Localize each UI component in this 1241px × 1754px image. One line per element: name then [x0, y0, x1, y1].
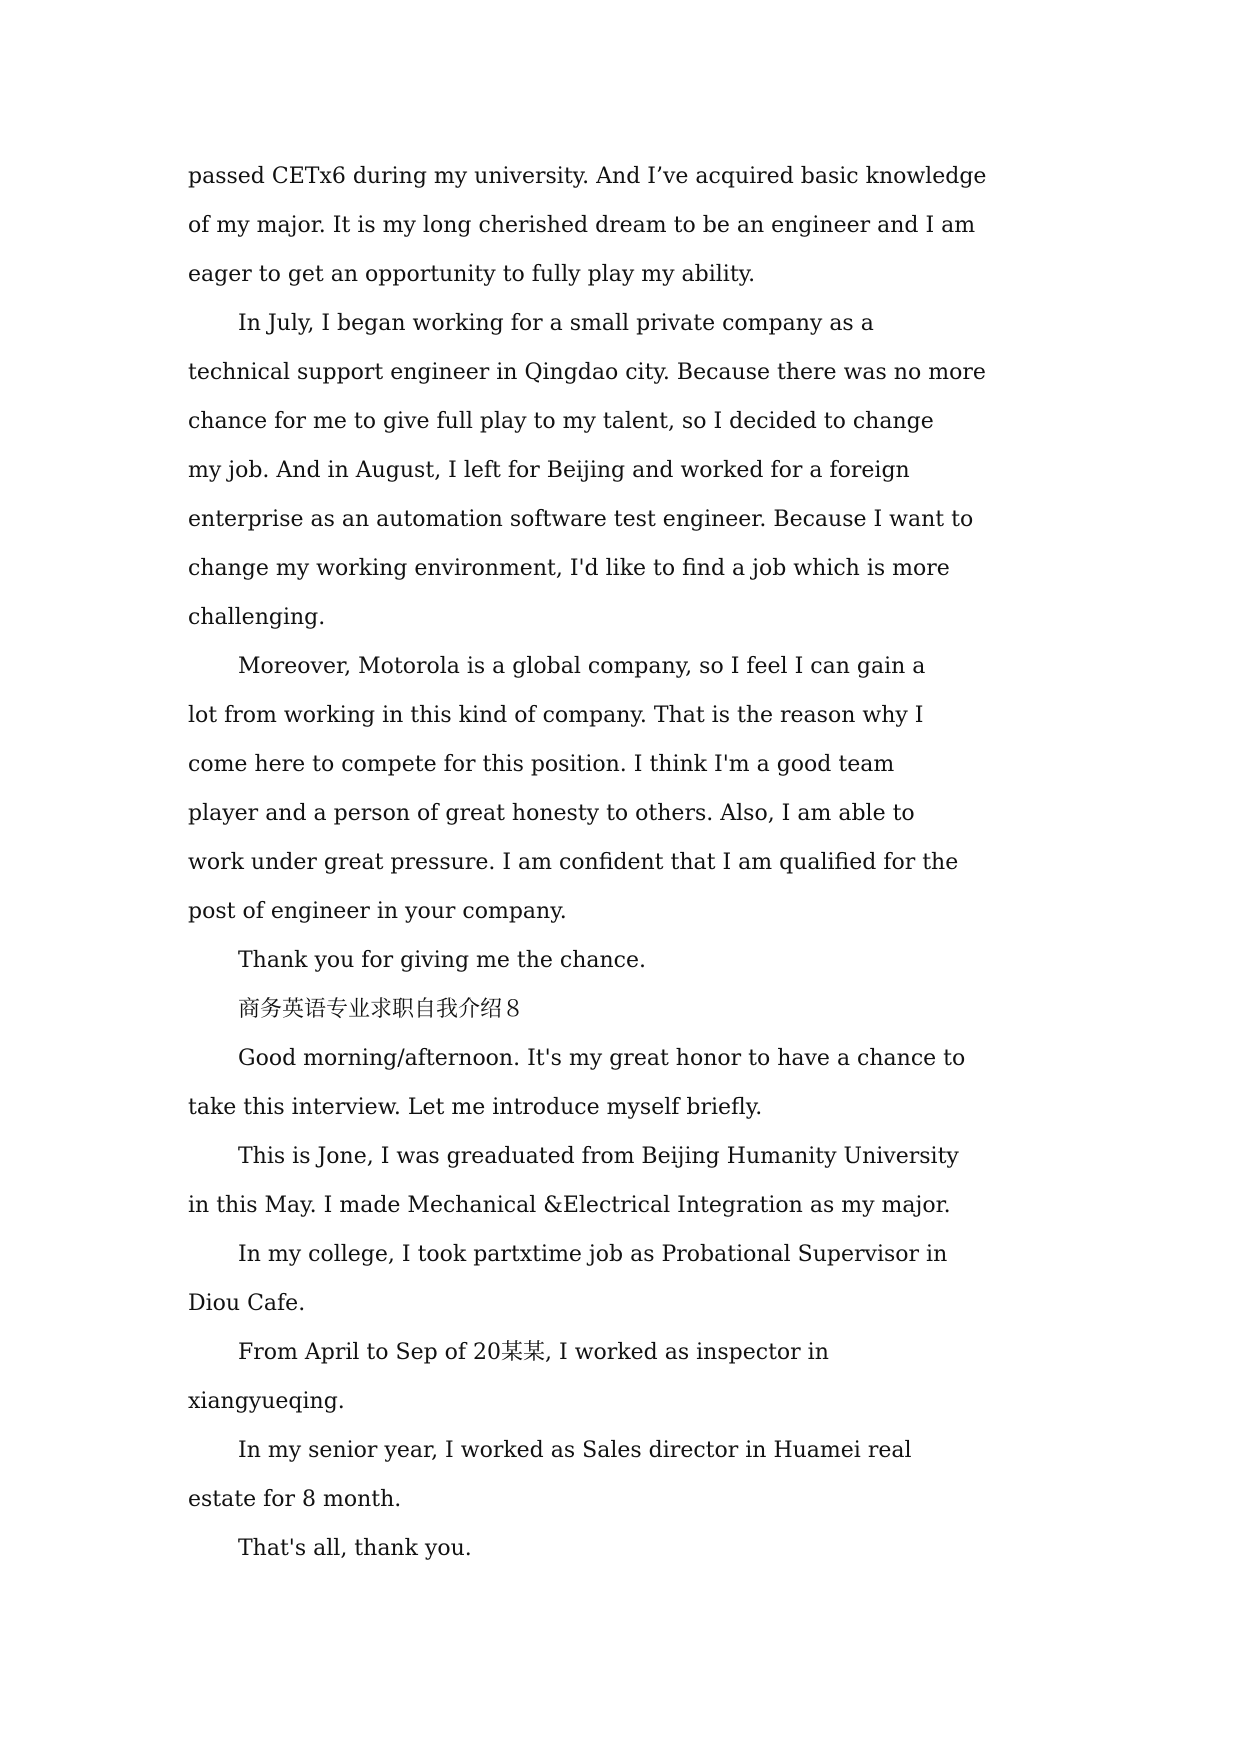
text-line: That's all, thank you. [238, 1536, 472, 1561]
text-line: change my working environment, I'd like to find a job which is more [188, 556, 950, 581]
text-line: lot from working in this kind of company. That is the reason why I [188, 703, 924, 728]
text-line: In July, I began working for a small private company as a [238, 311, 874, 336]
text-line: post of engineer in your company. [188, 899, 567, 924]
text-line: my job. And in August, I left for Beijing and worked for a foreign [188, 458, 910, 483]
document-page [188, 152, 1058, 1573]
text-line: Diou Cafe. [188, 1291, 306, 1316]
text-line: Moreover, Motorola is a global company, so I feel I can gain a [238, 654, 926, 679]
text-line: in this May. I made Mechanical &Electrical Integration as my major. [188, 1193, 951, 1218]
text-line: of my major. It is my long cherished dream to be an engineer and I am [188, 213, 976, 238]
text-line: In my senior year, I worked as Sales director in Huamei real [238, 1438, 912, 1463]
text-line: In my college, I took partxtime job as Probational Supervisor in [238, 1242, 948, 1267]
text-line: estate for 8 month. [188, 1487, 402, 1512]
text-line: This is Jone, I was greaduated from Beijing Humanity University [238, 1144, 959, 1169]
text-line: take this interview. Let me introduce myself briefly. [188, 1095, 763, 1120]
text-line: From April to Sep of 20某某, I worked as inspector in [238, 1340, 829, 1365]
text-line: challenging. [188, 605, 326, 630]
text-line: work under great pressure. I am confident that I am qualified for the [188, 850, 959, 875]
text-line: Good morning/afternoon. It's my great honor to have a chance to [238, 1046, 966, 1071]
text-line: xiangyueqing. [188, 1389, 345, 1414]
text-line: eager to get an opportunity to fully play my ability. [188, 262, 756, 287]
text-line: chance for me to give full play to my talent, so I decided to change [188, 409, 934, 434]
section-heading: 商务英语专业求职自我介绍８ [238, 997, 525, 1022]
text-line: passed CETx6 during my university. And I’ve acquired basic knowledge [188, 164, 987, 189]
text-line: technical support engineer in Qingdao city. Because there was no more [188, 360, 986, 385]
text-line: player and a person of great honesty to others. Also, I am able to [188, 801, 915, 826]
text-line: enterprise as an automation software test engineer. Because I want to [188, 507, 974, 532]
text-line: come here to compete for this position. I think I'm a good team [188, 752, 895, 777]
text-line: Thank you for giving me the chance. [238, 948, 647, 973]
